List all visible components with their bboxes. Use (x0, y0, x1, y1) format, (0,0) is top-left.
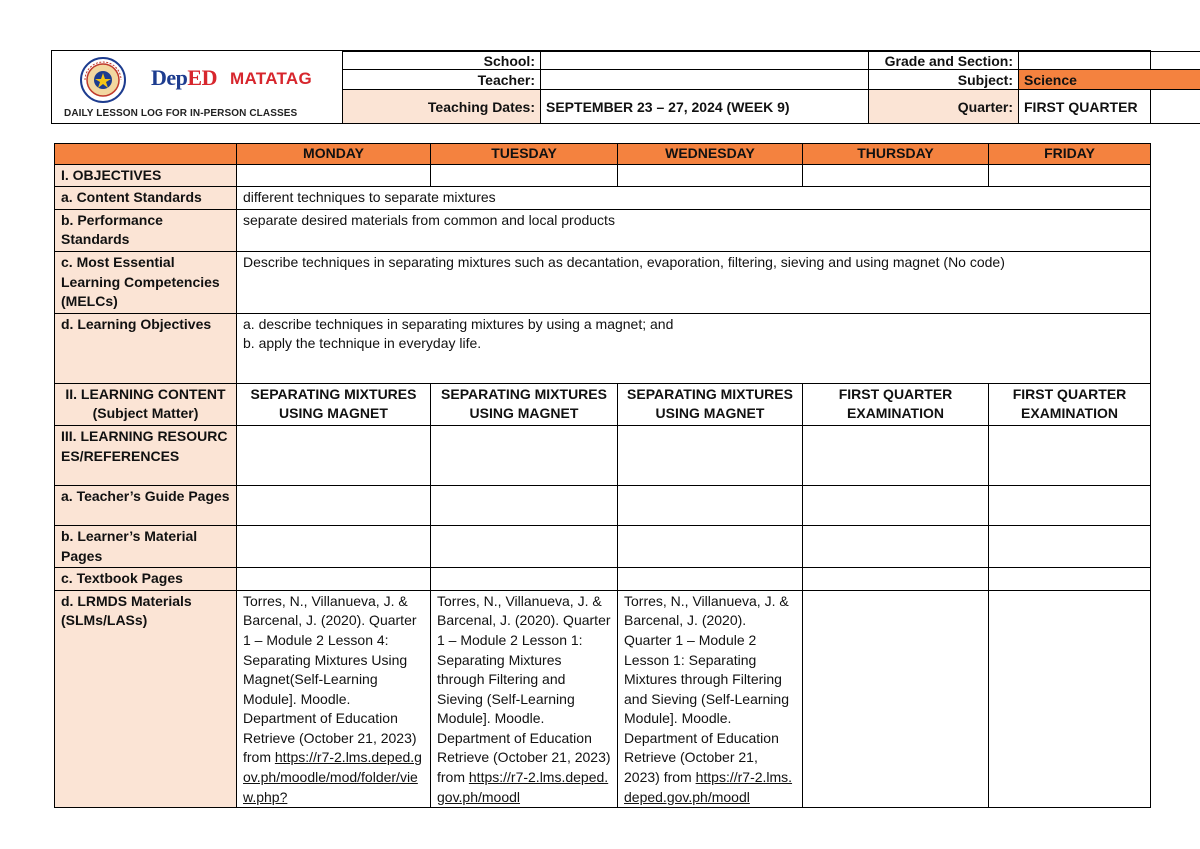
learners-material-fri[interactable] (989, 525, 1151, 567)
learning-content-wed[interactable]: SEPARATING MIXTURES USING MAGNET (618, 383, 803, 425)
lrmds-tue-link[interactable]: https://r7-2.lms.deped.gov.ph/moodl (437, 769, 609, 805)
matatag-logo: MATATAG (230, 69, 313, 88)
objectives-thu[interactable] (803, 164, 989, 187)
grade-section-value[interactable] (1019, 52, 1200, 70)
learning-objectives-row (55, 313, 1151, 383)
teachers-guide-label: a. Teacher’s Guide Pages (55, 485, 237, 525)
objectives-tue[interactable] (431, 164, 618, 187)
learning-content-thu[interactable]: FIRST QUARTER EXAMINATION (803, 383, 989, 425)
teaching-dates-value[interactable]: SEPTEMBER 23 – 27, 2024 (WEEK 9) (541, 90, 869, 124)
lrmds-thu[interactable] (803, 590, 989, 807)
grade-section-label: Grade and Section: (869, 52, 1019, 70)
lrmds-wed[interactable] (618, 590, 803, 807)
performance-standards-row (55, 209, 1151, 251)
day-header-row (55, 144, 1151, 165)
deped-seal-icon (80, 57, 126, 103)
resources-wed[interactable] (618, 425, 803, 485)
lrmds-tue[interactable] (431, 590, 618, 807)
textbook-row (55, 568, 1151, 591)
learning-content-tue[interactable]: SEPARATING MIXTURES USING MAGNET (431, 383, 618, 425)
day-thursday: THURSDAY (803, 144, 989, 165)
learning-objective-b: b. apply the technique in everyday life. (243, 335, 482, 352)
resources-tue[interactable] (431, 425, 618, 485)
teachers-guide-mon[interactable] (237, 485, 431, 525)
content-standards-row (55, 187, 1151, 210)
header-info-table (342, 51, 1200, 124)
quarter-label: Quarter: (869, 90, 1019, 124)
learning-content-mon[interactable]: SEPARATING MIXTURES USING MAGNET (237, 383, 431, 425)
log-title: DAILY LESSON LOG FOR IN-PERSON CLASSES (64, 108, 298, 119)
lrmds-tue-text: Torres, N., Villanueva, J. & Barcenal, J. (2020). Quarter 1 – Module 2 Lesson 1: Separating Mixtures through Filtering and Sieving (Self-Learning Module]. Moodle. Department of Education Retrieve (October 21, 2023) from (437, 592, 611, 786)
objectives-fri[interactable] (989, 164, 1151, 187)
learners-material-thu[interactable] (803, 525, 989, 567)
learning-objectives-label: d. Learning Objectives (55, 313, 237, 383)
deped-logo-text: DepED (151, 65, 217, 90)
performance-standards-value[interactable]: separate desired materials from common and local products (237, 209, 1151, 251)
learning-objective-a: a. describe techniques in separating mixtures by using a magnet; and (243, 315, 674, 332)
learning-objectives-value[interactable] (237, 313, 1151, 383)
resources-fri[interactable] (989, 425, 1151, 485)
subject-value[interactable]: Science (1019, 70, 1200, 90)
header-block (51, 50, 1151, 124)
quarter-value[interactable]: FIRST QUARTER (1019, 90, 1200, 124)
header-row-school (343, 52, 1200, 70)
learners-material-tue[interactable] (431, 525, 618, 567)
learning-content-fri[interactable]: FIRST QUARTER EXAMINATION (989, 383, 1151, 425)
textbook-tue[interactable] (431, 568, 618, 591)
content-standards-label: a. Content Standards (55, 187, 237, 210)
day-tuesday: TUESDAY (431, 144, 618, 165)
teachers-guide-row (55, 485, 1151, 525)
melcs-label: c. Most Essential Learning Competencies (MELCs) (55, 251, 237, 313)
performance-standards-label: b. Performance Standards (55, 209, 237, 251)
lesson-table (54, 143, 1151, 808)
day-wednesday: WEDNESDAY (618, 144, 803, 165)
learning-content-label: II. LEARNING CONTENT (Subject Matter) (55, 383, 237, 425)
learners-material-row (55, 525, 1151, 567)
resources-label: III. LEARNING RESOURCES/REFERENCES (55, 425, 237, 485)
melcs-value[interactable]: Describe techniques in separating mixtures such as decantation, evaporation, filtering, sieving and using magnet (No code) (237, 251, 1151, 313)
teachers-guide-tue[interactable] (431, 485, 618, 525)
lrmds-mon[interactable] (237, 590, 431, 807)
corner-cell (55, 144, 237, 165)
school-value[interactable] (541, 52, 869, 70)
resources-mon[interactable] (237, 425, 431, 485)
subject-label: Subject: (869, 70, 1019, 90)
teacher-value[interactable] (541, 70, 869, 90)
logo-area (52, 51, 342, 123)
school-label: School: (343, 52, 541, 70)
lrmds-mon-link[interactable]: https://r7-2.lms.deped.gov.ph/moodle/mod/folder/view.php? (243, 749, 422, 805)
objectives-row (55, 164, 1151, 187)
teaching-dates-label: Teaching Dates: (343, 90, 541, 124)
objectives-label: I. OBJECTIVES (55, 164, 237, 187)
textbook-wed[interactable] (618, 568, 803, 591)
teachers-guide-fri[interactable] (989, 485, 1151, 525)
lrmds-fri[interactable] (989, 590, 1151, 807)
teacher-label: Teacher: (343, 70, 541, 90)
teachers-guide-wed[interactable] (618, 485, 803, 525)
objectives-mon[interactable] (237, 164, 431, 187)
lrmds-row (55, 590, 1151, 807)
lrmds-wed-link[interactable]: https://r7-2.lms.deped.gov.ph/moodl (624, 769, 793, 805)
textbook-mon[interactable] (237, 568, 431, 591)
deped-logo (151, 65, 217, 91)
learners-material-wed[interactable] (618, 525, 803, 567)
header-row-teacher (343, 70, 1200, 90)
lrmds-mon-text: Torres, N., Villanueva, J. & Barcenal, J. (2020). Quarter 1 – Module 2 Lesson 4: Separating Mixtures Using Magnet(Self-Learning Module]. Moodle. Department of Education Retrieve (October 21, 2023) from (243, 592, 417, 766)
day-friday: FRIDAY (989, 144, 1151, 165)
header-row-dates (343, 90, 1200, 124)
teachers-guide-thu[interactable] (803, 485, 989, 525)
resources-thu[interactable] (803, 425, 989, 485)
day-monday: MONDAY (237, 144, 431, 165)
melcs-row (55, 251, 1151, 313)
learners-material-label: b. Learner’s Material Pages (55, 525, 237, 567)
content-standards-value[interactable]: different techniques to separate mixtures (237, 187, 1151, 210)
textbook-label: c. Textbook Pages (55, 568, 237, 591)
lrmds-label: d. LRMDS Materials (SLMs/LASs) (55, 590, 237, 807)
objectives-wed[interactable] (618, 164, 803, 187)
textbook-fri[interactable] (989, 568, 1151, 591)
learners-material-mon[interactable] (237, 525, 431, 567)
deped-logo-ed: ED (187, 65, 217, 90)
resources-row (55, 425, 1151, 485)
learning-content-row (55, 383, 1151, 425)
lrmds-wed-text: Torres, N., Villanueva, J. & Barcenal, J. (2020). Quarter 1 – Module 2 Lesson 1: Separating Mixtures through Filtering and Sieving (Self-Learning Module]. Moodle. Department of Education Retrieve (October 21, 2023) from (624, 592, 789, 786)
textbook-thu[interactable] (803, 568, 989, 591)
